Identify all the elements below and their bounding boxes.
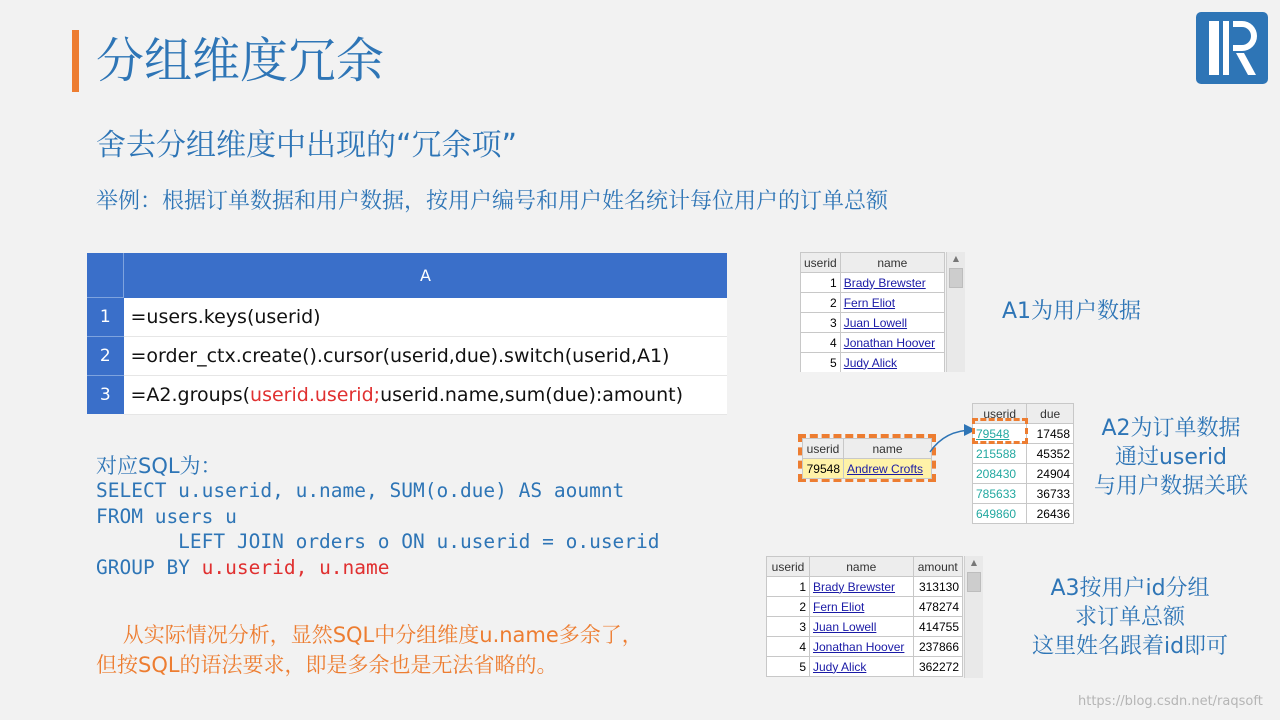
a2-note <box>1086 414 1256 501</box>
table-row <box>973 464 1074 484</box>
col-header-userid[interactable]: userid <box>973 404 1027 424</box>
watermark: https://blog.csdn.net/raqsoft <box>1078 694 1263 709</box>
col-header-userid[interactable]: userid <box>767 557 810 577</box>
title-accent-bar <box>72 30 79 92</box>
cell-userid-link[interactable]: 208430 <box>973 464 1027 484</box>
grid-row <box>87 336 727 375</box>
cell-userid-link[interactable]: 79548 <box>973 424 1027 444</box>
analysis-line: 但按SQL的语法要求，即是多余也是无法省略的。 <box>96 653 558 677</box>
cell-name-link[interactable]: Brady Brewster <box>810 577 914 597</box>
a1-table <box>800 252 945 372</box>
grid-corner <box>87 253 124 298</box>
col-header-name: name <box>844 439 932 459</box>
table-row <box>973 484 1074 504</box>
col-header-name[interactable]: name <box>840 253 944 273</box>
cell-due: 24904 <box>1027 464 1074 484</box>
a3-table <box>766 556 963 677</box>
scroll-thumb[interactable] <box>967 572 981 592</box>
table-row <box>801 333 945 353</box>
page-title: 分组维度冗余 <box>96 33 385 89</box>
scroll-up-icon[interactable]: ▲ <box>970 558 978 567</box>
note-line: A2为订单数据 <box>1101 416 1241 441</box>
table-row <box>767 577 963 597</box>
code-highlight: userid.userid; <box>250 383 381 406</box>
note-line: 这里姓名跟着id即可 <box>1031 634 1229 659</box>
table-row <box>801 353 945 373</box>
cell-userid-link[interactable]: 649860 <box>973 504 1027 524</box>
cell-userid-link[interactable]: 785633 <box>973 484 1027 504</box>
cell-name-link[interactable]: Jonathan Hoover <box>810 637 914 657</box>
cell-userid: 3 <box>801 313 841 333</box>
table-row <box>767 617 963 637</box>
cell-userid: 4 <box>801 333 841 353</box>
cell-userid: 1 <box>767 577 810 597</box>
note-line: 与用户数据关联 <box>1093 474 1248 499</box>
code-part: userid.name,sum(due):amount) <box>380 383 683 406</box>
cell-name-link[interactable]: Jonathan Hoover <box>840 333 944 353</box>
cell-userid-link[interactable]: 215588 <box>973 444 1027 464</box>
cell-name-link[interactable]: Judy Alick <box>810 657 914 677</box>
table-row <box>767 657 963 677</box>
col-header-userid[interactable]: userid <box>801 253 841 273</box>
sql-line <box>96 555 390 581</box>
cell-due: 26436 <box>1027 504 1074 524</box>
cell-name-link[interactable]: Brady Brewster <box>840 273 944 293</box>
cell-userid: 79548 <box>803 459 844 479</box>
table-row <box>973 444 1074 464</box>
table-row <box>801 273 945 293</box>
cell-amount: 478274 <box>913 597 963 617</box>
code-grid <box>87 253 727 415</box>
col-header-due[interactable]: due <box>1027 404 1074 424</box>
row-number[interactable]: 1 <box>87 298 124 337</box>
cell-userid: 5 <box>767 657 810 677</box>
table-row <box>767 637 963 657</box>
grid-cell-a2[interactable]: =order_ctx.create().cursor(userid,due).switch(userid,A1) <box>124 336 728 375</box>
grid-cell-a1[interactable]: =users.keys(userid) <box>124 298 728 337</box>
example-text: 举例：根据订单数据和用户数据，按用户编号和用户姓名统计每位用户的订单总额 <box>96 189 889 214</box>
a2-popup-table <box>802 438 932 479</box>
a1-note: A1为用户数据 <box>1002 299 1142 324</box>
col-header-amount[interactable]: amount <box>913 557 963 577</box>
row-number[interactable]: 2 <box>87 336 124 375</box>
table-row <box>801 313 945 333</box>
row-number[interactable]: 3 <box>87 375 124 414</box>
table-row <box>767 597 963 617</box>
column-header-a[interactable]: A <box>124 253 728 298</box>
scroll-up-icon[interactable]: ▲ <box>952 254 960 263</box>
subtitle: 舍去分组维度中出现的“冗余项” <box>96 128 518 163</box>
note-line: A3按用户id分组 <box>1050 576 1210 601</box>
col-header-userid: userid <box>803 439 844 459</box>
sql-label: 对应SQL为： <box>96 454 222 478</box>
a2-popup-box <box>798 434 936 482</box>
analysis-line: 从实际情况分析，显然SQL中分组维度u.name多余了， <box>96 623 643 647</box>
analysis-text <box>96 620 643 680</box>
sql-part: GROUP BY <box>96 556 202 579</box>
cell-amount: 237866 <box>913 637 963 657</box>
cell-userid: 1 <box>801 273 841 293</box>
cell-amount: 362272 <box>913 657 963 677</box>
sql-highlight: u.userid, u.name <box>201 556 390 579</box>
a2-highlight-box <box>972 418 1028 444</box>
code-part: =A2.groups( <box>130 383 251 406</box>
cell-amount: 414755 <box>913 617 963 637</box>
sql-line: SELECT u.userid, u.name, SUM(o.due) AS aoumnt <box>96 479 625 502</box>
cell-name-link[interactable]: Fern Eliot <box>840 293 944 313</box>
cell-amount: 313130 <box>913 577 963 597</box>
note-line: 通过userid <box>1114 445 1228 470</box>
cell-userid: 5 <box>801 353 841 373</box>
table-row <box>973 504 1074 524</box>
vertical-scrollbar[interactable] <box>946 252 965 372</box>
note-line: 求订单总额 <box>1074 605 1185 630</box>
a3-note <box>1010 574 1250 661</box>
logo-icon <box>1196 12 1268 84</box>
grid-cell-a3[interactable] <box>124 375 728 414</box>
cell-userid: 4 <box>767 637 810 657</box>
cell-due: 36733 <box>1027 484 1074 504</box>
scroll-thumb[interactable] <box>949 268 963 288</box>
cell-name-link[interactable]: Juan Lowell <box>810 617 914 637</box>
table-row <box>801 293 945 313</box>
vertical-scrollbar[interactable] <box>964 556 983 678</box>
sql-line: FROM users u <box>96 505 237 528</box>
table-row <box>803 459 932 479</box>
cell-userid: 2 <box>801 293 841 313</box>
grid-row <box>87 375 727 414</box>
cell-name-link[interactable]: Andrew Crofts <box>844 459 932 479</box>
cell-name-link[interactable]: Fern Eliot <box>810 597 914 617</box>
cell-name-link[interactable]: Judy Alick <box>840 353 944 373</box>
cell-userid: 2 <box>767 597 810 617</box>
a3-table-panel <box>766 556 988 678</box>
cell-due: 45352 <box>1027 444 1074 464</box>
a1-table-panel <box>800 252 970 372</box>
sql-line: LEFT JOIN orders o ON u.userid = o.userid <box>96 530 660 553</box>
grid-row <box>87 298 727 337</box>
col-header-name[interactable]: name <box>810 557 914 577</box>
cell-name-link[interactable]: Juan Lowell <box>840 313 944 333</box>
cell-due: 17458 <box>1027 424 1074 444</box>
cell-userid: 3 <box>767 617 810 637</box>
